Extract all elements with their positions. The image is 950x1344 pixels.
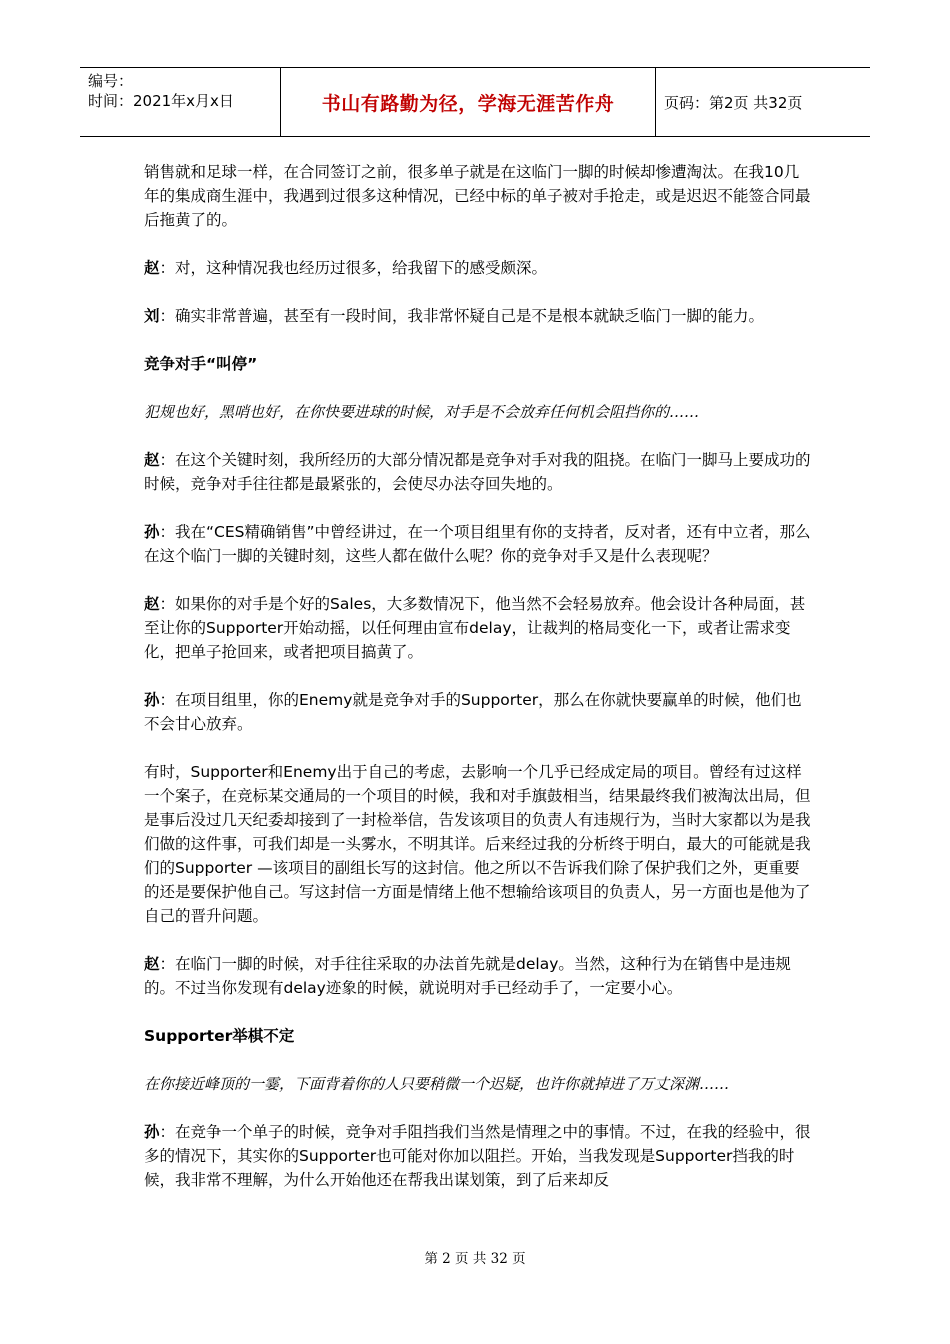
header-motto: 书山有路勤为径，学海无涯苦作舟 [281, 68, 656, 136]
paragraph: 孙：在项目组里，你的Enemy就是竞争对手的Supporter，那么在你就快要赢单的时候，他们也不会甘心放弃。 [144, 691, 802, 733]
time-label: 时间：2021年x月x日 [88, 92, 234, 110]
section-heading: Supporter举棋不定 [144, 1027, 295, 1045]
paragraph: 刘：确实非常普遍，甚至有一段时间，我非常怀疑自己是不是根本就缺乏临门一脚的能力。 [144, 307, 765, 325]
paragraph: 销售就和足球一样，在合同签订之前，很多单子就是在这临门一脚的时候却惨遭淘汰。在我10几年的集成商生涯中，我遇到过很多这种情况，已经中标的单子被对手抢走，或是迟迟不能签合同最后拖黄了的。 [144, 163, 811, 229]
speaker-name: 孙 [144, 523, 160, 541]
page-footer: 第 2 页 共 32 页 [424, 1251, 526, 1267]
paragraph: 赵：对，这种情况我也经历过很多，给我留下的感受颇深。 [144, 259, 548, 277]
paragraph: 孙：我在“CES精确销售”中曾经讲过，在一个项目组里有你的支持者，反对者，还有中立者，那么在这个临门一脚的关键时刻，这些人都在做什么呢？你的竞争对手又是什么表现呢？ [144, 523, 811, 565]
speaker-name: 孙 [144, 691, 160, 709]
paragraph: 孙：在竞争一个单子的时候，竞争对手阻挡我们当然是情理之中的事情。不过，在我的经验中，很多的情况下，其实你的Supporter也可能对你加以阻拦。开始，当我发现是Supporter挡我的时候，我非常不理解，为什么开始他还在帮我出谋划策，到了后来却反 [144, 1123, 811, 1189]
paragraph: 赵：如果你的对手是个好的Sales，大多数情况下，他当然不会轻易放弃。他会设计各种局面，甚至让你的Supporter开始动摇，以任何理由宣布delay，让裁判的格局变化一下，或者让需求变化，把单子抢回来，或者把项目搞黄了。 [144, 595, 806, 661]
code-label: 编号： [88, 72, 134, 90]
paragraph: 赵：在这个关键时刻，我所经历的大部分情况都是竞争对手对我的阻挠。在临门一脚马上要成功的时候，竞争对手往往都是最紧张的，会使尽办法夺回失地的。 [144, 451, 811, 493]
speaker-name: 刘 [144, 307, 160, 325]
section-quote: 犯规也好，黑哨也好，在你快要进球的时候，对手是不会放弃任何机会阻挡你的…… [144, 403, 700, 421]
speaker-name: 赵 [144, 955, 160, 973]
speaker-name: 赵 [144, 595, 160, 613]
header-page-info: 页码：第2页 共32页 [664, 93, 803, 112]
speaker-name: 孙 [144, 1123, 160, 1141]
section-heading: 竞争对手“叫停” [144, 355, 258, 373]
document-body [144, 160, 814, 1216]
speaker-name: 赵 [144, 451, 160, 469]
paragraph: 赵：在临门一脚的时候，对手往往采取的办法首先就是delay。当然，这种行为在销售中是违规的。不过当你发现有delay迹象的时候，就说明对手已经动手了，一定要小心。 [144, 955, 791, 997]
speaker-name: 赵 [144, 259, 160, 277]
section-quote: 在你接近峰顶的一霎，下面背着你的人只要稍微一个迟疑，也许你就掉进了万丈深渊…… [144, 1075, 730, 1093]
paragraph: 有时，Supporter和Enemy出于自己的考虑，去影响一个几乎已经成定局的项目。曾经有过这样一个案子，在竞标某交通局的一个项目的时候，我和对手旗鼓相当，结果最终我们被淘汰出局，但是事后没过几天纪委却接到了一封检举信，告发该项目的负责人有违规行为，当时大家都以为是我们做的这件事，可我们却是一头雾水，不明其详。后来经过我的分析终于明白，最大的可能就是我们的Supporter —该项目的副组长写的这封信。他之所以不告诉我们除了保护我们之外，更重要的还是要保护他自己。写这封信一方面是情绪上他不想输给该项目的负责人，另一方面也是他为了自己的晋升问题。 [144, 763, 811, 925]
page-header [80, 67, 870, 137]
header-meta [80, 68, 281, 136]
